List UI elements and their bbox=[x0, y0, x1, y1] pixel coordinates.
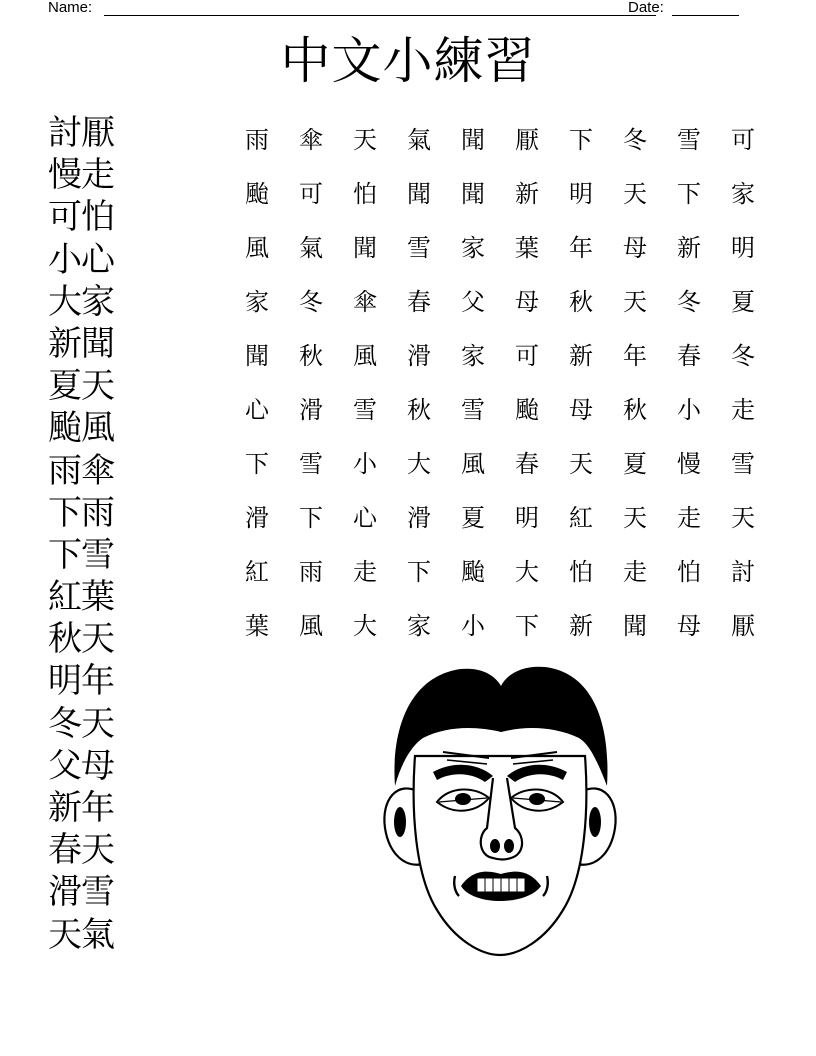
page-title: 中文小練習 bbox=[280, 32, 536, 90]
grid-cell[interactable]: 秋 bbox=[623, 395, 647, 424]
grid-cell[interactable]: 春 bbox=[407, 287, 431, 316]
grid-cell[interactable]: 天 bbox=[623, 179, 647, 208]
grid-cell[interactable]: 紅 bbox=[569, 503, 593, 532]
grid-cell[interactable]: 新 bbox=[569, 341, 593, 370]
grid-cell[interactable]: 討 bbox=[731, 557, 755, 586]
word-list-item: 可怕 bbox=[48, 197, 114, 238]
grid-cell[interactable]: 聞 bbox=[353, 233, 377, 262]
grid-cell[interactable]: 下 bbox=[677, 179, 701, 208]
grid-cell[interactable]: 雪 bbox=[353, 395, 377, 424]
grid-cell[interactable]: 新 bbox=[677, 233, 701, 262]
grid-cell[interactable]: 風 bbox=[245, 233, 269, 262]
grid-cell[interactable]: 心 bbox=[353, 503, 377, 532]
word-list-item: 颱風 bbox=[48, 408, 114, 449]
grid-cell[interactable]: 風 bbox=[353, 341, 377, 370]
word-list-item: 冬天 bbox=[48, 703, 114, 744]
grid-cell[interactable]: 雪 bbox=[461, 395, 485, 424]
grid-cell[interactable]: 冬 bbox=[731, 341, 755, 370]
grid-cell[interactable]: 怕 bbox=[677, 557, 701, 586]
grid-cell[interactable]: 可 bbox=[515, 341, 539, 370]
grid-cell[interactable]: 明 bbox=[515, 503, 539, 532]
grid-cell[interactable]: 小 bbox=[677, 395, 701, 424]
grid-cell[interactable]: 滑 bbox=[407, 341, 431, 370]
grid-cell[interactable]: 天 bbox=[623, 287, 647, 316]
word-search-grid bbox=[230, 110, 770, 650]
grid-cell[interactable]: 下 bbox=[299, 503, 323, 532]
date-label: Date: bbox=[628, 0, 664, 16]
grid-cell[interactable]: 夏 bbox=[623, 449, 647, 478]
word-list-item: 秋天 bbox=[48, 619, 114, 660]
grid-cell[interactable]: 走 bbox=[677, 503, 701, 532]
grid-cell[interactable]: 明 bbox=[569, 179, 593, 208]
grid-cell[interactable]: 大 bbox=[515, 557, 539, 586]
grid-cell[interactable]: 厭 bbox=[731, 611, 755, 640]
grid-cell[interactable]: 夏 bbox=[461, 503, 485, 532]
grid-cell[interactable]: 風 bbox=[299, 611, 323, 640]
grid-cell[interactable]: 颱 bbox=[515, 395, 539, 424]
cartoon-face-icon bbox=[375, 660, 625, 960]
word-list-item: 下雪 bbox=[48, 534, 114, 575]
grid-cell[interactable]: 氣 bbox=[407, 125, 431, 154]
grid-cell[interactable]: 心 bbox=[245, 395, 269, 424]
grid-cell[interactable]: 年 bbox=[569, 233, 593, 262]
grid-cell[interactable]: 母 bbox=[569, 395, 593, 424]
grid-cell[interactable]: 家 bbox=[731, 179, 755, 208]
grid-cell[interactable]: 風 bbox=[461, 449, 485, 478]
grid-cell[interactable]: 葉 bbox=[245, 611, 269, 640]
grid-cell[interactable]: 下 bbox=[569, 125, 593, 154]
grid-cell[interactable]: 天 bbox=[623, 503, 647, 532]
grid-cell[interactable]: 天 bbox=[353, 125, 377, 154]
name-blank-line[interactable] bbox=[104, 0, 656, 16]
grid-cell[interactable]: 滑 bbox=[245, 503, 269, 532]
grid-cell[interactable]: 走 bbox=[353, 557, 377, 586]
grid-cell[interactable]: 滑 bbox=[299, 395, 323, 424]
grid-cell[interactable]: 颱 bbox=[461, 557, 485, 586]
grid-cell[interactable]: 聞 bbox=[407, 179, 431, 208]
grid-cell[interactable]: 雨 bbox=[245, 125, 269, 154]
grid-cell[interactable]: 葉 bbox=[515, 233, 539, 262]
grid-cell[interactable]: 雪 bbox=[677, 125, 701, 154]
word-list-item: 明年 bbox=[48, 661, 114, 702]
grid-cell[interactable]: 年 bbox=[623, 341, 647, 370]
grid-cell[interactable]: 聞 bbox=[461, 179, 485, 208]
grid-cell[interactable]: 滑 bbox=[407, 503, 431, 532]
word-list-item: 夏天 bbox=[48, 366, 114, 407]
word-list-item: 慢走 bbox=[48, 155, 114, 196]
grid-cell[interactable]: 聞 bbox=[623, 611, 647, 640]
grid-cell[interactable]: 新 bbox=[569, 611, 593, 640]
grid-cell[interactable]: 秋 bbox=[299, 341, 323, 370]
grid-cell[interactable]: 母 bbox=[623, 233, 647, 262]
grid-cell[interactable]: 聞 bbox=[461, 125, 485, 154]
word-list-item: 父母 bbox=[48, 745, 114, 786]
grid-cell[interactable]: 冬 bbox=[299, 287, 323, 316]
word-list bbox=[48, 112, 138, 956]
grid-cell[interactable]: 怕 bbox=[569, 557, 593, 586]
grid-cell[interactable]: 秋 bbox=[569, 287, 593, 316]
grid-cell[interactable]: 慢 bbox=[677, 449, 701, 478]
grid-cell[interactable]: 秋 bbox=[407, 395, 431, 424]
word-list-item: 新聞 bbox=[48, 323, 114, 364]
grid-cell[interactable]: 聞 bbox=[245, 341, 269, 370]
grid-cell[interactable]: 走 bbox=[731, 395, 755, 424]
grid-cell[interactable]: 春 bbox=[515, 449, 539, 478]
word-list-item: 小心 bbox=[48, 239, 114, 280]
grid-cell[interactable]: 冬 bbox=[623, 125, 647, 154]
word-list-item: 天氣 bbox=[48, 914, 114, 955]
name-label: Name: bbox=[48, 0, 93, 16]
grid-cell[interactable]: 雪 bbox=[731, 449, 755, 478]
grid-cell[interactable]: 家 bbox=[461, 341, 485, 370]
word-list-item: 滑雪 bbox=[48, 872, 114, 913]
grid-cell[interactable]: 怕 bbox=[353, 179, 377, 208]
grid-cell[interactable]: 下 bbox=[407, 557, 431, 586]
word-list-item: 下雨 bbox=[48, 492, 114, 533]
grid-cell[interactable]: 大 bbox=[407, 449, 431, 478]
word-list-item: 春天 bbox=[48, 830, 114, 871]
grid-cell[interactable]: 走 bbox=[623, 557, 647, 586]
grid-cell[interactable]: 雪 bbox=[299, 449, 323, 478]
grid-cell[interactable]: 颱 bbox=[245, 179, 269, 208]
grid-cell[interactable]: 雪 bbox=[407, 233, 431, 262]
grid-cell[interactable]: 下 bbox=[245, 449, 269, 478]
grid-cell[interactable]: 厭 bbox=[515, 125, 539, 154]
grid-cell[interactable]: 明 bbox=[731, 233, 755, 262]
word-list-item: 大家 bbox=[48, 281, 114, 322]
date-blank-line[interactable] bbox=[672, 0, 739, 16]
word-list-item: 討厭 bbox=[48, 113, 114, 153]
grid-cell[interactable]: 可 bbox=[299, 179, 323, 208]
grid-cell[interactable]: 家 bbox=[245, 287, 269, 316]
grid-cell[interactable]: 雨 bbox=[299, 557, 323, 586]
grid-cell[interactable]: 家 bbox=[407, 611, 431, 640]
grid-cell[interactable]: 冬 bbox=[677, 287, 701, 316]
grid-cell[interactable]: 母 bbox=[677, 611, 701, 640]
grid-cell[interactable]: 天 bbox=[569, 449, 593, 478]
grid-cell[interactable]: 家 bbox=[461, 233, 485, 262]
word-list-item: 紅葉 bbox=[48, 577, 114, 618]
grid-cell[interactable]: 下 bbox=[515, 611, 539, 640]
header-line bbox=[48, 0, 748, 20]
grid-cell[interactable]: 紅 bbox=[245, 557, 269, 586]
grid-cell[interactable]: 可 bbox=[731, 125, 755, 154]
grid-cell[interactable]: 天 bbox=[731, 503, 755, 532]
grid-cell[interactable]: 小 bbox=[461, 611, 485, 640]
grid-cell[interactable]: 春 bbox=[677, 341, 701, 370]
grid-cell[interactable]: 父 bbox=[461, 287, 485, 316]
grid-cell[interactable]: 小 bbox=[353, 449, 377, 478]
word-list-item: 雨傘 bbox=[48, 450, 114, 491]
grid-cell[interactable]: 新 bbox=[515, 179, 539, 208]
word-list-item: 新年 bbox=[48, 788, 114, 828]
grid-cell[interactable]: 母 bbox=[515, 287, 539, 316]
grid-cell[interactable]: 氣 bbox=[299, 233, 323, 262]
grid-cell[interactable]: 傘 bbox=[353, 287, 377, 316]
grid-cell[interactable]: 大 bbox=[353, 611, 377, 640]
grid-cell[interactable]: 傘 bbox=[299, 125, 323, 154]
grid-cell[interactable]: 夏 bbox=[731, 287, 755, 316]
